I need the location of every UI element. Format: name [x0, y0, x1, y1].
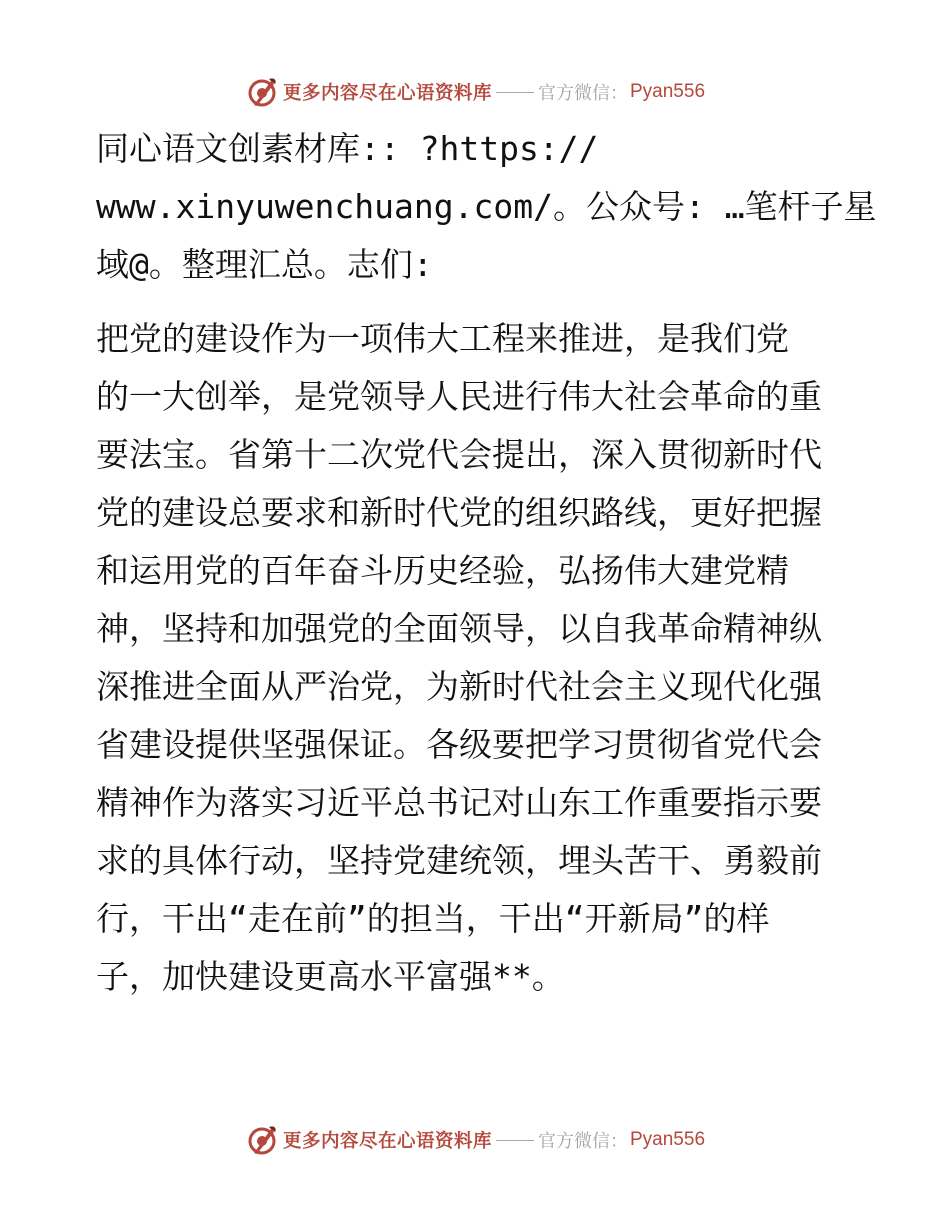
text-line: 的一大创举，是党领导人民进行伟大社会革命的重	[96, 377, 822, 416]
text-line: 党的建设总要求和新时代党的组织路线，更好把握	[96, 493, 822, 532]
banner-divider	[496, 92, 534, 93]
banner-wechat-label: 官方微信：	[538, 1131, 628, 1152]
text-line: 神，坚持和加强党的全面领导，以自我革命精神纵	[96, 609, 822, 648]
text-line: www.xinyuwenchuang.com/。公众号: …笔杆子星	[96, 187, 877, 226]
header-banner	[0, 72, 950, 112]
banner-site-text: 更多内容尽在心语资料库	[282, 1131, 492, 1152]
text-line: 把党的建设作为一项伟大工程来推进，是我们党	[96, 319, 789, 358]
banner-wechat-label: 官方微信：	[538, 83, 628, 104]
text-line: 同心语文创素材库:: ?https://	[96, 129, 599, 168]
banner-wechat-id: Pyan556	[630, 81, 706, 102]
text-line: 求的具体行动，坚持党建统领，埋头苦干、勇毅前	[96, 841, 822, 880]
text-line: 精神作为落实习近平总书记对山东工作重要指示要	[96, 783, 822, 822]
text-line: 深推进全面从严治党，为新时代社会主义现代化强	[96, 667, 822, 706]
banner-site-text: 更多内容尽在心语资料库	[282, 83, 492, 104]
text-line: 和运用党的百年奋斗历史经验，弘扬伟大建党精	[96, 551, 789, 590]
intro-paragraph	[96, 120, 877, 294]
quill-logo-icon	[245, 1123, 279, 1157]
footer-banner	[0, 1120, 950, 1160]
text-line: 要法宝。省第十二次党代会提出，深入贯彻新时代	[96, 435, 822, 474]
quill-logo-icon	[245, 75, 279, 109]
text-line: 域@。整理汇总。志们:	[96, 245, 433, 284]
banner-wechat-id: Pyan556	[630, 1129, 706, 1150]
body-paragraph	[96, 310, 856, 1006]
text-line: 省建设提供坚强保证。各级要把学习贯彻省党代会	[96, 725, 822, 764]
banner-divider	[496, 1140, 534, 1141]
text-line: 行，干出“走在前”的担当，干出“开新局”的样	[96, 899, 770, 938]
text-line: 子，加快建设更高水平富强**。	[96, 957, 565, 996]
